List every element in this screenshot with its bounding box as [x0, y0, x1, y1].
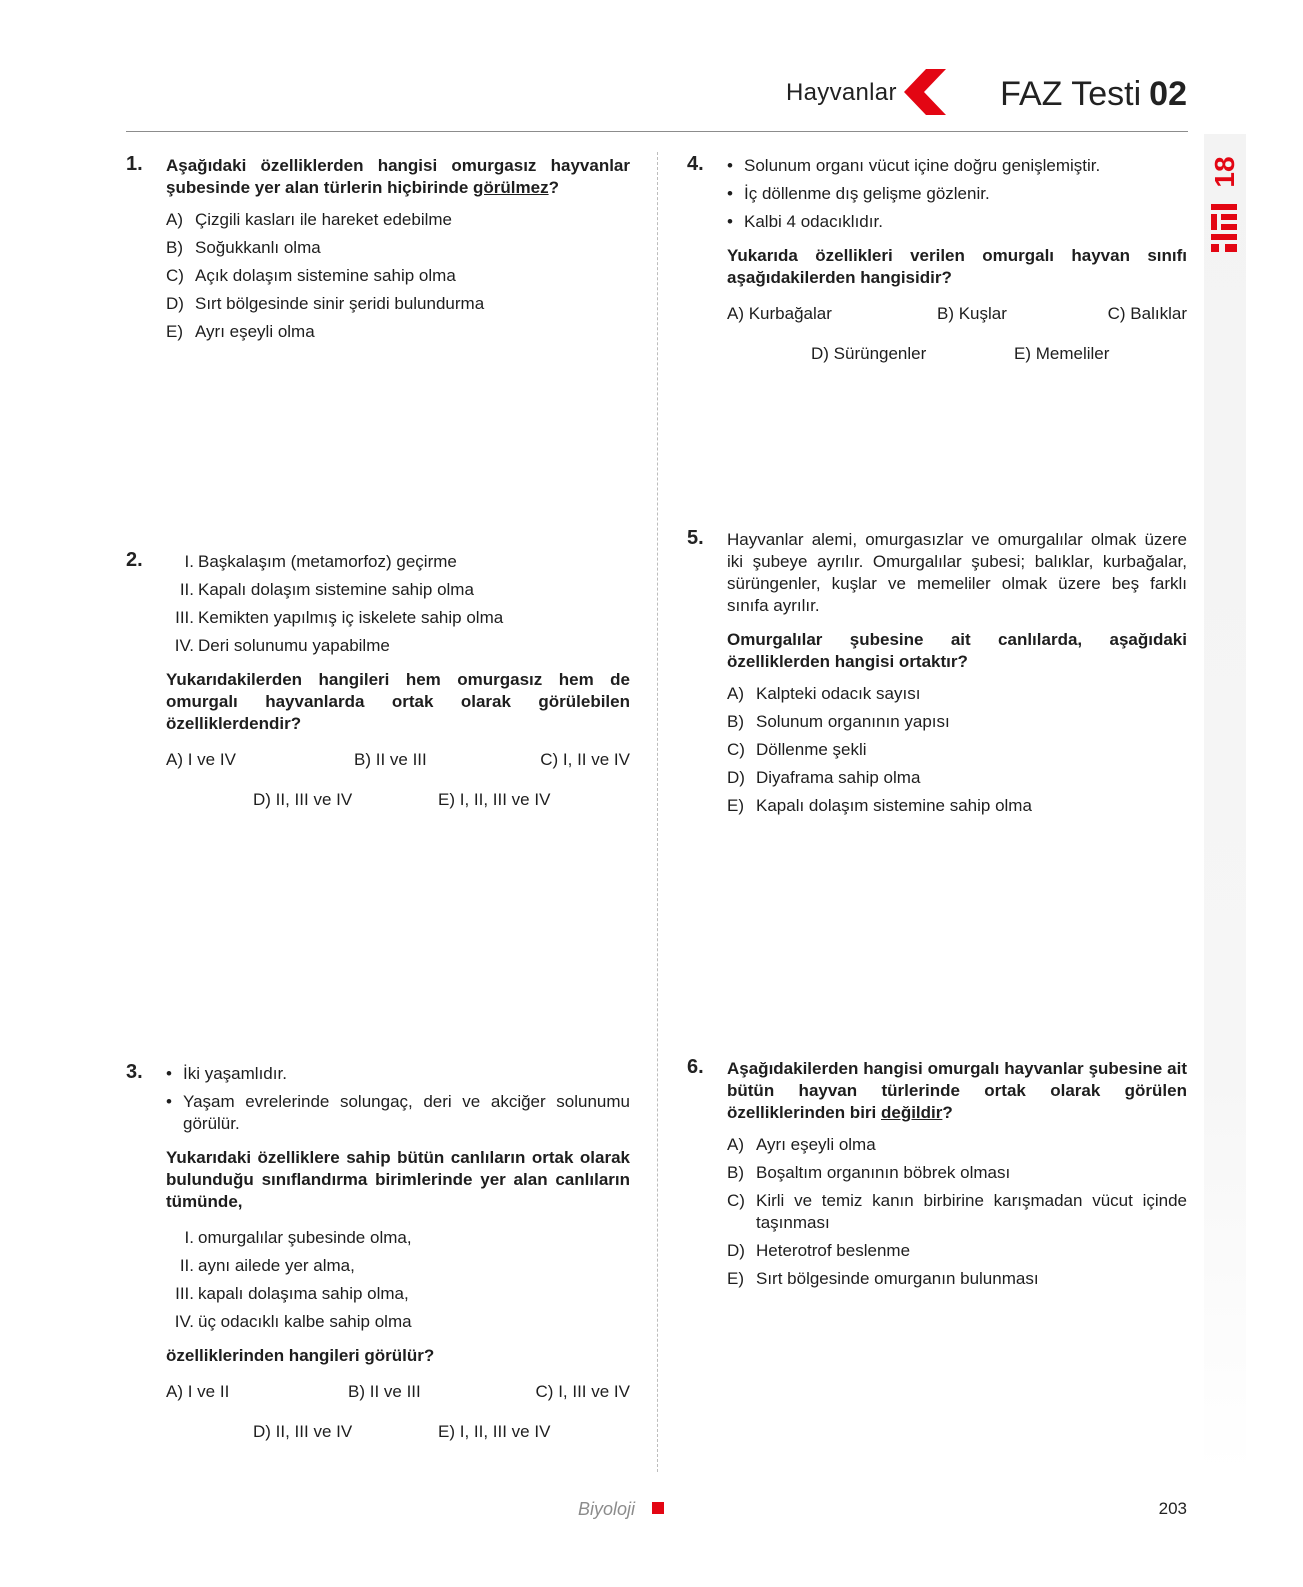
question-stem: Yukarıda özellikleri verilen omurgalı hayvan sınıfı aşağıdakilerden hangisidir?: [727, 246, 1187, 287]
answer-options: [727, 683, 1187, 817]
option-e[interactable]: E) Kapalı dolaşım sistemine sahip olma: [727, 796, 1032, 815]
option-c[interactable]: C) I, III ve IV: [535, 1382, 630, 1401]
publisher-logo-icon: [1211, 204, 1237, 252]
header-divider: [126, 131, 1188, 132]
list-item: • Solunum organı vücut içine doğru genişlemiştir.: [727, 156, 1101, 175]
side-number: 18: [1209, 156, 1240, 188]
column-divider: [657, 152, 658, 1472]
question-stem: Yukarıdaki özelliklere sahip bütün canlıların ortak olarak bulunduğu sınıflandırma birimlerinde yer alan canlıların tümünde,: [166, 1148, 630, 1211]
option-d[interactable]: D) II, III ve IV: [253, 790, 353, 809]
test-label: FAZ Testi: [1000, 75, 1142, 113]
bullet-list: [166, 1063, 630, 1135]
question-number: 1.: [126, 153, 143, 175]
page-number: 203: [1158, 1499, 1187, 1518]
option-a[interactable]: A) Çizgili kasları ile hareket edebilme: [166, 210, 453, 229]
list-item: • İki yaşamlıdır.: [166, 1064, 287, 1083]
question-stem: Omurgalılar şubesine ait canlılarda, aşağıdaki özelliklerden hangisi ortaktır?: [727, 630, 1187, 671]
option-b[interactable]: B) II ve III: [348, 1382, 421, 1401]
option-a[interactable]: A) I ve IV: [166, 750, 236, 769]
option-b[interactable]: B) Solunum organının yapısı: [727, 712, 950, 731]
list-item: III. kapalı dolaşıma sahip olma,: [175, 1284, 409, 1303]
option-e[interactable]: E) I, II, III ve IV: [438, 1422, 551, 1441]
option-c[interactable]: C) Balıklar: [1107, 304, 1187, 323]
list-item: II. aynı ailede yer alma,: [179, 1256, 355, 1275]
question-6: [687, 1056, 1187, 1290]
option-a[interactable]: A) Kalpteki odacık sayısı: [727, 684, 921, 703]
roman-list: [166, 1227, 630, 1333]
question-number: 2.: [126, 549, 143, 571]
question-2: [126, 549, 630, 829]
question-intro: Hayvanlar alemi, omurgasızlar ve omurgalılar olmak üzere iki şubeye ayrılır. Omurgalılar şubesi; balıklar, kurbağalar, sürüngenler, kuşlar ve memeliler olmak üzere beş farklı sınıfa ayrılır.: [727, 530, 1187, 615]
option-c[interactable]: C) Açık dolaşım sistemine sahip olma: [166, 266, 456, 285]
option-b[interactable]: B) II ve III: [354, 750, 427, 769]
answer-options: [166, 1381, 630, 1461]
test-title: [1000, 74, 1187, 114]
option-e[interactable]: E) Ayrı eşeyli olma: [166, 322, 315, 341]
list-item: • Kalbi 4 odacıklıdır.: [727, 212, 883, 231]
question-stem-2: özelliklerinden hangileri görülür?: [166, 1346, 435, 1365]
question-stem: Aşağıdaki özelliklerden hangisi omurgasız hayvanlar şubesinde yer alan türlerin hiçbirinde görülmez?: [166, 156, 630, 197]
question-5: [687, 527, 1187, 817]
question-number: 6.: [687, 1056, 704, 1078]
option-e[interactable]: E) Sırt bölgesinde omurganın bulunması: [727, 1269, 1039, 1288]
option-a[interactable]: A) I ve II: [166, 1382, 230, 1401]
list-item: IV. Deri solunumu yapabilme: [174, 636, 390, 655]
roman-list: [166, 551, 630, 657]
bullet-list: [727, 155, 1187, 233]
side-strip: [1204, 134, 1246, 1474]
option-d[interactable]: D) Sırt bölgesinde sinir şeridi bulundurma: [166, 294, 485, 313]
option-d[interactable]: D) Sürüngenler: [811, 344, 927, 363]
question-number: 4.: [687, 153, 704, 175]
option-b[interactable]: B) Boşaltım organının böbrek olması: [727, 1163, 1011, 1182]
list-item: III. Kemikten yapılmış iç iskelete sahip olma: [175, 608, 504, 627]
emphasis-underline: görülmez: [473, 178, 549, 197]
question-1: [126, 153, 630, 343]
list-item: I. omurgalılar şubesinde olma,: [184, 1228, 412, 1247]
answer-options: [727, 303, 1187, 383]
list-item: • Yaşam evrelerinde solungaç, deri ve akciğer solunumu görülür.: [166, 1092, 630, 1133]
answer-options: [727, 1134, 1187, 1290]
option-c[interactable]: C) Döllenme şekli: [727, 740, 867, 759]
option-a[interactable]: A) Kurbağalar: [727, 304, 832, 323]
question-stem: Aşağıdakilerden hangisi omurgalı hayvanlar şubesine ait bütün hayvan türlerinde ortak olarak görülen özelliklerinden biri değildir?: [727, 1059, 1187, 1122]
chevron-left-icon: [904, 69, 950, 115]
list-item: II. Kapalı dolaşım sistemine sahip olma: [179, 580, 474, 599]
option-d[interactable]: D) Heterotrof beslenme: [727, 1241, 911, 1260]
answer-options: [166, 209, 630, 343]
question-4: [687, 153, 1187, 383]
option-b[interactable]: B) Kuşlar: [937, 304, 1007, 323]
option-d[interactable]: D) II, III ve IV: [253, 1422, 353, 1441]
test-number: 02: [1149, 75, 1187, 113]
option-e[interactable]: E) Memeliler: [1014, 344, 1110, 363]
list-item: • İç döllenme dış gelişme gözlenir.: [727, 184, 990, 203]
question-3: [126, 1061, 630, 1461]
answer-options: [166, 749, 630, 829]
footer-square-icon: [652, 1502, 664, 1514]
option-e[interactable]: E) I, II, III ve IV: [438, 790, 551, 809]
question-number: 5.: [687, 527, 704, 549]
option-c[interactable]: C) Kirli ve temiz kanın birbirine karışmadan vücut içinde taşınması: [727, 1191, 1187, 1232]
emphasis-underline: değildir: [880, 1103, 943, 1122]
list-item: IV. üç odacıklı kalbe sahip olma: [174, 1312, 412, 1331]
option-a[interactable]: A) Ayrı eşeyli olma: [727, 1135, 876, 1154]
header-topic: Hayvanlar: [786, 79, 897, 106]
option-b[interactable]: B) Soğukkanlı olma: [166, 238, 321, 257]
question-stem: Yukarıdakilerden hangileri hem omurgasız hem de omurgalı hayvanlarda ortak olarak görülebilen özelliklerdendir?: [166, 670, 630, 733]
question-number: 3.: [126, 1061, 143, 1083]
footer-subject: Biyoloji: [578, 1499, 636, 1519]
list-item: I. Başkalaşım (metamorfoz) geçirme: [184, 552, 457, 571]
option-d[interactable]: D) Diyaframa sahip olma: [727, 768, 921, 787]
option-c[interactable]: C) I, II ve IV: [540, 750, 630, 769]
